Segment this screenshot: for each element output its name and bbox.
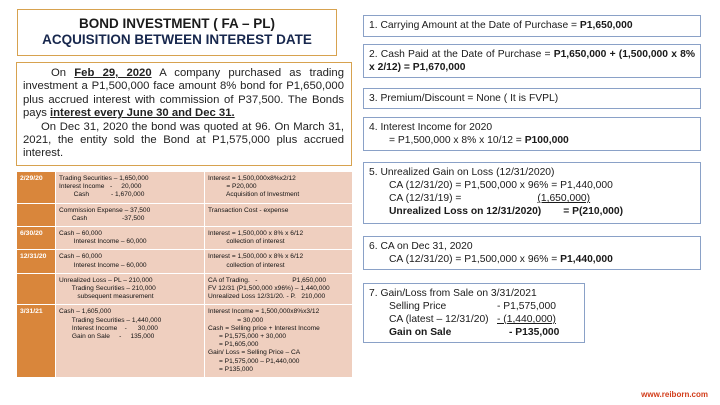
journal-entry-line: Interest Income - 20,000 (59, 183, 142, 191)
b5-line1: 5. Unrealized Gain on Loss (12/31/2020) (369, 167, 555, 178)
b5-line2: CA (12/31/20) = P1,500,000 x 96% = P1,440,000 (389, 180, 613, 191)
b4-line1: 4. Interest Income for 2020 (369, 122, 493, 133)
journal-entry-line: Cash – 60,000 (59, 230, 102, 238)
journal-explanation (205, 273, 353, 305)
journal-explanation-line: = P20,000 (208, 183, 257, 191)
journal-explanation-line: Acquisition of Investment (208, 191, 300, 199)
journal-date (17, 203, 56, 226)
journal-entry (56, 172, 205, 203)
journal-explanation-line: Unrealized Loss 12/31/20. - P. 210,000 (208, 293, 326, 301)
journal-explanation-line: collection of interest (208, 261, 285, 269)
journal-explanation-line: Transaction Cost - expense (208, 206, 289, 214)
journal-entry (56, 203, 205, 226)
paragraph-2: On Dec 31, 2020 the bond was quoted at 96. On March 31, 2021, the entity sold the Bond at P1,575,000 plus accrued interest. (23, 120, 344, 160)
b6-line2: CA (12/31/20) = P1,500,000 x 96% = (389, 254, 561, 265)
answer-box-7 (363, 283, 585, 343)
answer-box-1 (363, 15, 701, 37)
journal-entry-line: Unrealized Loss – PL – 210,000 (59, 276, 153, 284)
p1-start: On (51, 67, 75, 79)
journal-explanation-line: Gain/ Loss = Selling Price – CA (208, 349, 301, 357)
b7-selling-price-value: - P1,575,000 (497, 301, 556, 312)
journal-explanation (205, 172, 353, 203)
journal-explanation (205, 203, 353, 226)
journal-row (17, 273, 352, 305)
journal-explanation-line: = P1,605,000 (208, 341, 259, 349)
b7-selling-price-label: Selling Price (389, 301, 447, 312)
journal-explanation-line: Interest Income = 1,500,000x8%x3/12 (208, 308, 320, 316)
journal-entry-line: Interest Income – 60,000 (59, 238, 147, 246)
journal-row (17, 203, 352, 226)
journal-entry-line: Interest Income – 60,000 (59, 261, 147, 269)
journal-entry-line: Trading Securities – 210,000 (59, 285, 156, 293)
answer-box-4 (363, 117, 701, 151)
p1-interest-dates: interest every June 30 and Dec 31. (50, 107, 235, 120)
journal-entry-line: Trading Securities – 1,650,000 (59, 175, 149, 182)
journal-row (17, 172, 352, 203)
paragraph-1 (23, 67, 344, 121)
b1-text: 1. Carrying Amount at the Date of Purchase = (369, 20, 580, 31)
b7-ca-value: - (1,440,000) (497, 314, 556, 325)
journal-explanation (205, 227, 353, 250)
b5-line4-label: Unrealized Loss on 12/31/2020) (389, 206, 542, 217)
journal-date-text: 12/31/20 (20, 253, 47, 261)
journal-entry-line: Commission Expense – 37,500 (59, 206, 151, 214)
b3-text: 3. Premium/Discount = None ( It is FVPL) (369, 93, 559, 104)
journal-date-text: 2/29/20 (20, 175, 43, 182)
journal-explanation-line: Cash = Selling price + Interest Income (208, 324, 320, 332)
b6-line1: 6. CA on Dec 31, 2020 (369, 241, 473, 252)
journal-entry (56, 250, 205, 273)
journal-entry-line: Cash – 1,605,000 (59, 308, 112, 316)
journal-entry-line: subsequent measurement (59, 293, 154, 301)
journal-entry-line: Cash -37,500 (59, 214, 145, 222)
b7-ca-label: CA (latest – 12/31/20) (389, 314, 489, 325)
journal-date (17, 273, 56, 305)
slide-title (17, 9, 337, 56)
journal-body (17, 172, 352, 378)
b5-line4-value: = P(210,000) (563, 206, 624, 217)
b2-value: P1,650,000 + (1,500,000 x 8% x 2/12) = P1,670,000 (369, 49, 695, 73)
journal-explanation-line: = P1,575,000 – P1,440,000 (208, 357, 300, 365)
journal-explanation-line: = P135,000 (208, 365, 253, 373)
problem-paragraph (16, 62, 352, 166)
journal-explanation (205, 250, 353, 273)
b7-gain-label: Gain on Sale (389, 327, 452, 338)
journal-explanation-line: FV 12/31 (P1,500,000 x96%) – 1,440,000 (208, 285, 330, 293)
journal-explanation-line: Interest = 1,500,000 x 8% x 6/12 (208, 230, 304, 238)
journal-explanation-line: collection of interest (208, 238, 285, 246)
b4-value: P100,000 (524, 135, 569, 146)
b7-line1: 7. Gain/Loss from Sale on 3/31/2021 (369, 288, 537, 299)
journal-date (17, 305, 56, 378)
answer-box-6 (363, 236, 701, 270)
p1-date: Feb 29, 2020 (74, 67, 152, 79)
journal-date (17, 172, 56, 203)
b2-text: 2. Cash Paid at the Date of Purchase = (369, 49, 554, 60)
website-url[interactable]: www.reiborn.com (641, 390, 708, 399)
b5-line3-label: CA (12/31/19) = (389, 193, 462, 204)
journal-explanation (205, 305, 353, 378)
b7-gain-value: - P135,000 (509, 327, 560, 338)
b6-value: P1,440,000 (560, 254, 613, 265)
journal-entry (56, 227, 205, 250)
journal-date (17, 250, 56, 273)
journal-explanation-line: = 30,000 (208, 316, 264, 324)
title-line1: BOND INVESTMENT ( FA – PL) (78, 16, 275, 31)
journal-entry-line: Cash - 1,670,000 (59, 191, 145, 199)
journal-entry-line: Gain on Sale - 135,000 (59, 333, 155, 341)
journal-table (17, 172, 352, 378)
journal-entry-line: Interest Income - 30,000 (59, 324, 158, 332)
b5-line3-value: (1,650,000) (537, 193, 591, 204)
journal-entry-line: Trading Securities – 1,440,000 (59, 316, 162, 324)
journal-date-text: 6/30/20 (20, 230, 43, 238)
journal-explanation-line: Interest = 1,500,000x8%x2/12 (208, 175, 296, 182)
answer-box-3 (363, 88, 701, 109)
title-line2: ACQUISITION BETWEEN INTEREST DATE (42, 32, 312, 47)
answer-box-5 (363, 162, 701, 224)
answer-box-2 (363, 44, 701, 78)
b1-value: P1,650,000 (579, 20, 633, 31)
journal-row (17, 227, 352, 250)
journal-explanation-line: Interest = 1,500,000 x 8% x 6/12 (208, 253, 304, 261)
journal-date-text: 3/31/21 (20, 308, 43, 316)
journal-entry-line: Cash – 60,000 (59, 253, 102, 261)
journal-row (17, 305, 352, 378)
journal-explanation-line: CA of Trading. - P1,650,000 (208, 276, 327, 284)
journal-entry (56, 305, 205, 378)
journal-row (17, 250, 352, 273)
journal-explanation-line: = P1,575,000 + 30,000 (208, 333, 287, 341)
journal-entry (56, 273, 205, 305)
b4-line2: = P1,500,000 x 8% x 10/12 = (389, 135, 525, 146)
journal-date (17, 227, 56, 250)
p1-body: A company purchased as trading investment a P1,500,000 face amount 8% bond for P1,650,000 plus accrued interest with commission of P37,500. The Bonds pays (23, 67, 344, 120)
